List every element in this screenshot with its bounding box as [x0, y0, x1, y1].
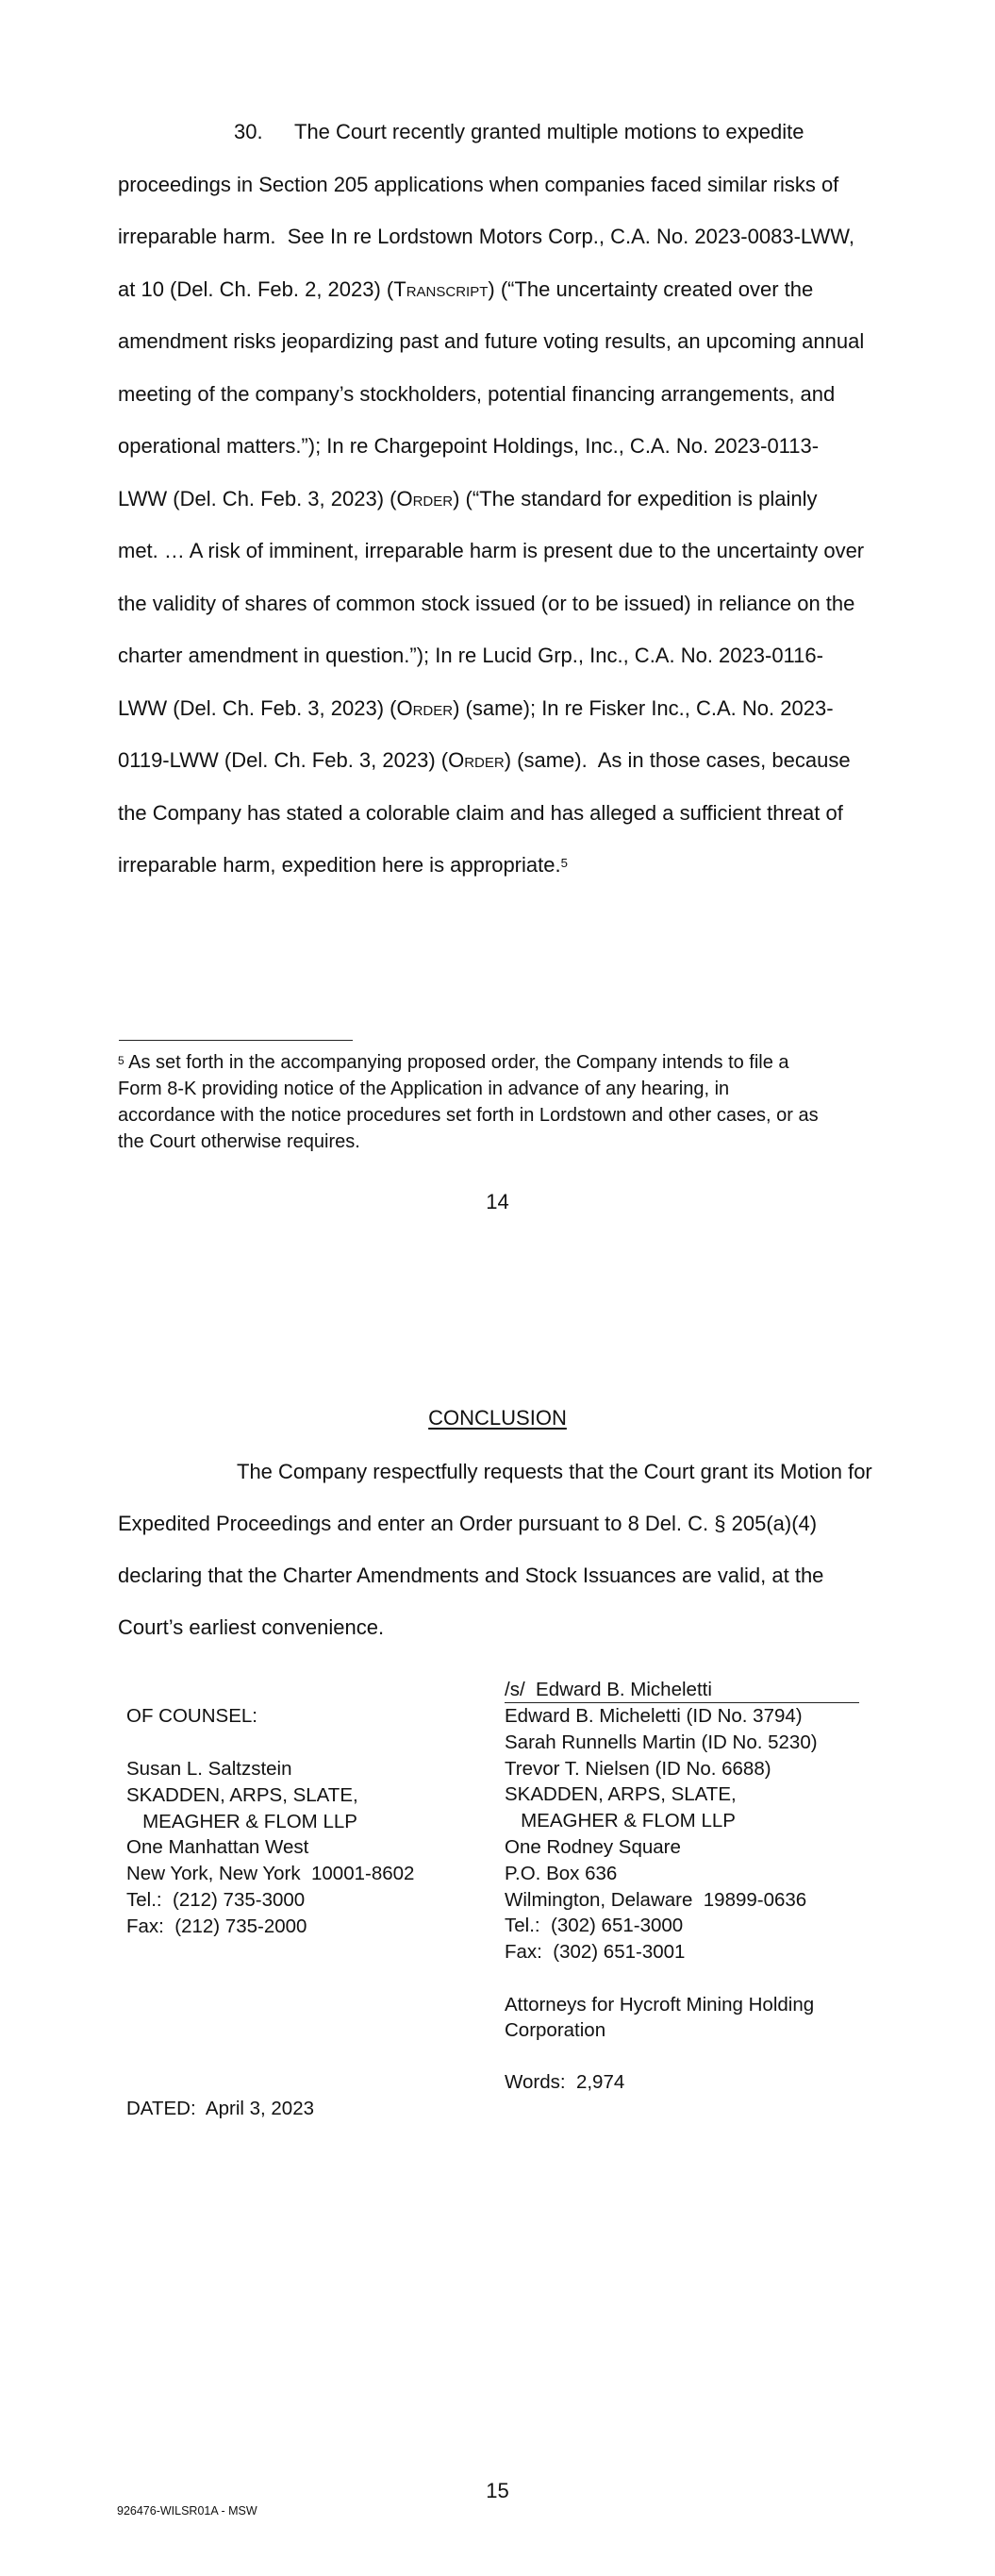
attorneys-for-cont: Corporation	[505, 2019, 606, 2041]
counsel-line: MEAGHER & FLOM LLP	[505, 1810, 736, 1832]
attorneys-for: Attorneys for Hycroft Mining Holding	[505, 1994, 815, 2016]
of-counsel-line: Susan L. Saltzstein	[126, 1758, 292, 1780]
footnote-line	[118, 1076, 729, 1102]
of-counsel-line: New York, New York 10001-8602	[126, 1863, 415, 1885]
counsel-line: Fax: (302) 651-3001	[505, 1941, 686, 1964]
body-line	[118, 800, 843, 827]
body-line	[118, 276, 813, 303]
body-line	[118, 643, 823, 669]
text-segment: ) (same). As in those cases, because	[504, 748, 851, 772]
body-line	[118, 852, 568, 878]
text-segment: meeting of the company’s stockholders, potential financing arrangements, and	[118, 381, 836, 406]
dated: DATED: April 3, 2023	[126, 2098, 315, 2119]
heading-text: CONCLUSION	[428, 1406, 567, 1430]
counsel-line: One Rodney Square	[505, 1836, 681, 1858]
text-segment: Transcript	[393, 276, 489, 301]
footnote-marker: 5	[118, 1054, 124, 1067]
counsel-line: P.O. Box 636	[505, 1862, 618, 1884]
body-line	[118, 172, 838, 198]
footnote-separator	[119, 1040, 353, 1041]
section-heading	[0, 1405, 995, 1431]
text-segment: The Court recently granted multiple motions to expedite	[294, 120, 804, 143]
counsel-line: Sarah Runnells Martin (ID No. 5230)	[505, 1731, 818, 1753]
text-segment: LWW (Del. Ch. Feb. 3, 2023) (	[118, 486, 397, 510]
body-line	[118, 433, 819, 460]
document-id: 926476-WILSR01A - MSW	[117, 2504, 257, 2517]
footnote-text: the Court otherwise requires.	[118, 1131, 360, 1152]
counsel-line: SKADDEN, ARPS, SLATE,	[505, 1783, 737, 1806]
text-segment: charter amendment in question.”); In re Lucid Grp., Inc., C.A. No. 2023-0116-	[118, 644, 823, 667]
counsel-line: Edward B. Micheletti (ID No. 3794)	[505, 1705, 803, 1727]
footnote-text: Form 8-K providing notice of the Application in advance of any hearing, in	[118, 1079, 730, 1099]
page-number: 15	[486, 2479, 509, 2502]
of-counsel-line: SKADDEN, ARPS, SLATE,	[126, 1783, 358, 1806]
page-number: 14	[486, 1190, 509, 1213]
body-line	[118, 747, 851, 774]
text-segment: proceedings in Section 205 applications when companies faced similar risks of	[118, 172, 839, 196]
paragraph-number: 30.	[234, 120, 263, 143]
text-segment: the validity of shares of common stock issued (or to be issued) in reliance on the	[118, 591, 855, 615]
text-segment: Order	[448, 748, 505, 772]
footnote-text: accordance with the notice procedures set forth in Lordstown and other cases, or as	[118, 1105, 819, 1126]
of-counsel-label: OF COUNSEL:	[126, 1705, 257, 1727]
body-line: Expedited Proceedings and enter an Order pursuant to 8 Del. C. § 205(a)(4)	[118, 1512, 818, 1535]
text-segment: ) (“The uncertainty created over the	[488, 276, 814, 301]
footnote-reference: 5	[560, 856, 568, 870]
body-line	[118, 328, 864, 355]
text-segment: Order	[396, 486, 454, 510]
signature-line: /s/ Edward B. Micheletti	[505, 1678, 859, 1703]
body-line	[118, 486, 818, 512]
body-line	[118, 695, 834, 722]
footnote-line	[118, 1049, 789, 1076]
word-count: Words: 2,974	[505, 2071, 625, 2093]
of-counsel-line: One Manhattan West	[126, 1836, 309, 1859]
body-line	[118, 591, 854, 617]
text-segment: Order	[396, 695, 454, 720]
counsel-line: Wilmington, Delaware 19899-0636	[505, 1888, 807, 1911]
text-segment: operational matters.”); In re Chargepoint Holdings, Inc., C.A. No. 2023-0113-	[118, 434, 820, 458]
text-segment: at 10 (Del. Ch. Feb. 2, 2023) (	[118, 276, 394, 301]
text-segment: irreparable harm. See In re Lordstown Motors Corp., C.A. No. 2023-0083-LWW,	[118, 225, 854, 248]
footnote-text: As set forth in the accompanying proposed order, the Company intends to file a	[124, 1052, 789, 1073]
of-counsel-line: Tel.: (212) 735-3000	[126, 1889, 306, 1911]
text-segment: met. … A risk of imminent, irreparable harm is present due to the uncertainty over	[118, 539, 865, 562]
footnote-line	[118, 1102, 819, 1129]
text-segment: ) (same); In re Fisker Inc., C.A. No. 2023-	[453, 695, 834, 720]
body-line	[118, 224, 854, 250]
body-line	[294, 119, 804, 145]
text-segment: LWW (Del. Ch. Feb. 3, 2023) (	[118, 695, 397, 720]
text-segment: irreparable harm, expedition here is appropriate.	[118, 853, 561, 877]
of-counsel-line: MEAGHER & FLOM LLP	[126, 1810, 357, 1832]
body-line: The Company respectfully requests that the Court grant its Motion for	[237, 1460, 872, 1483]
text-segment: the Company has stated a colorable claim and has alleged a sufficient threat of	[118, 800, 843, 825]
footnote-line	[118, 1129, 360, 1155]
counsel-line: Trevor T. Nielsen (ID No. 6688)	[505, 1757, 771, 1780]
text-segment: amendment risks jeopardizing past and future voting results, an upcoming annual	[118, 329, 865, 353]
body-line: Court’s earliest convenience.	[118, 1615, 385, 1639]
text-segment: ) (“The standard for expedition is plainly	[453, 486, 818, 510]
body-line: declaring that the Charter Amendments and Stock Issuances are valid, at the	[118, 1564, 824, 1587]
of-counsel-line: Fax: (212) 735-2000	[126, 1915, 307, 1937]
body-line	[118, 381, 835, 408]
text-segment: 0119-LWW (Del. Ch. Feb. 3, 2023) (	[118, 748, 449, 772]
body-line	[118, 538, 864, 564]
counsel-line: Tel.: (302) 651-3000	[505, 1915, 684, 1937]
